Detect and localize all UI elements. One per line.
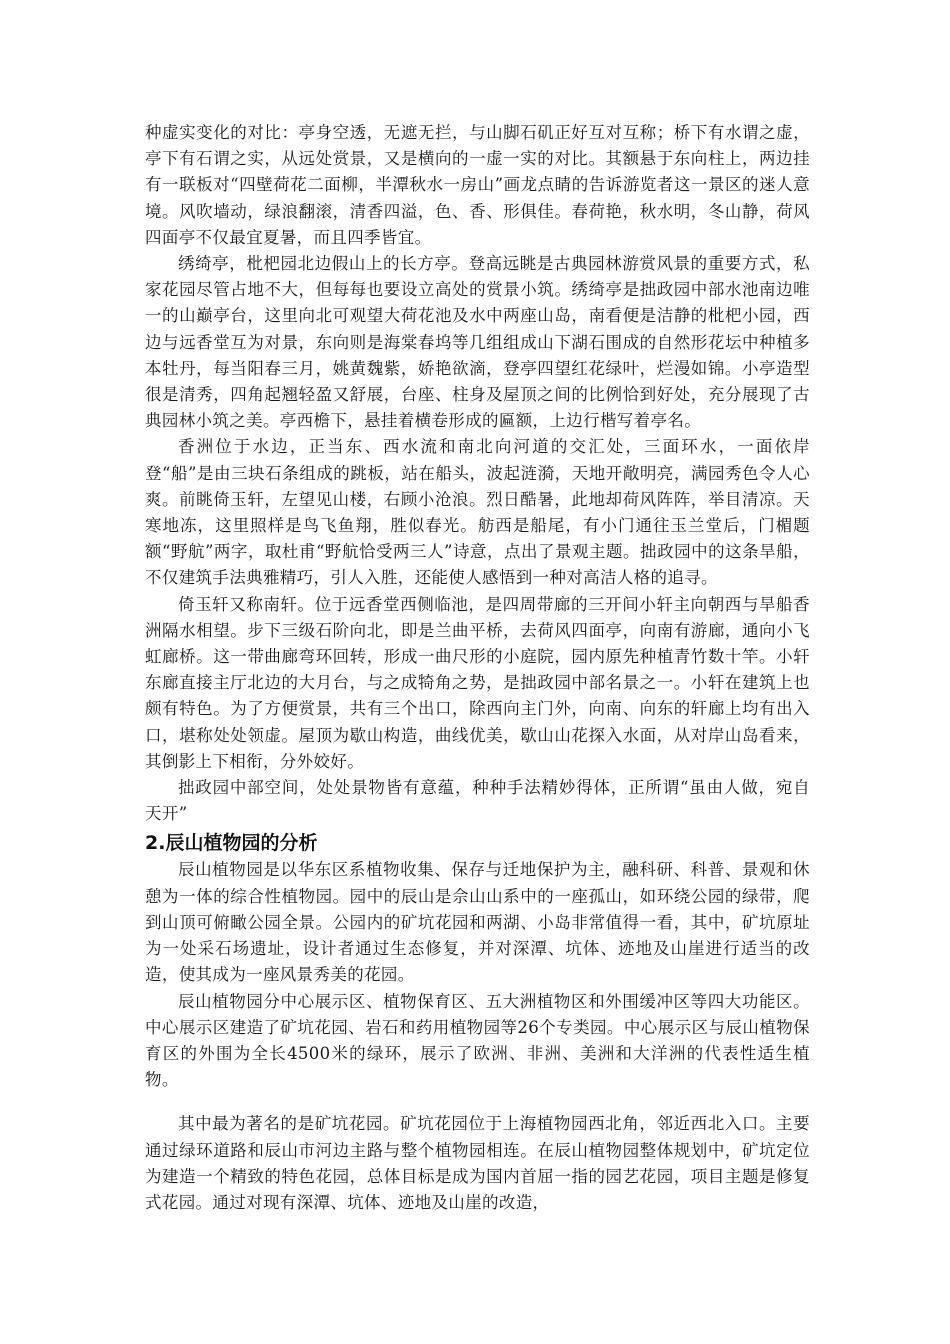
paragraph-xiuqi-pavilion: 绣绮亭，枇杷园北边假山上的长方亭。登高远眺是古典园林游赏风景的重要方式，私家花园尽管占地不大，但每每也要设立高处的赏景小筑。绣绮亭是拙政园中部水池南边唯一的山巅亭台，这里向北可观望大荷花池及水中两座山岛，南看便是洁静的枇杷小园，西边与远香堂互为对景，东向则是海棠春坞等几组组成山下湖石围成的自然形花坛中种植多本牡丹，每当阳春三月，姚黄魏紫，娇艳欲滴，登亭四望红花绿叶，烂漫如锦。小亭造型很是清秀，四角起翘轻盈又舒展，台座、柱身及屋顶之间的比例恰到好处，充分展现了古典园林小筑之美。亭西檐下，悬挂着横卷形成的匾额，上边行楷写着亭名。 bbox=[145, 254, 810, 431]
paragraph-chenshan-intro: 辰山植物园是以华东区系植物收集、保存与迁地保护为主，融科研、科普、景观和休憩为一体的综合性植物园。园中的辰山是佘山山系中的一座孤山，如环绕公园的绿带，爬到山顶可俯瞰公园全景。公园内的矿坑花园和两湖、小岛非常值得一看，其中，矿坑原址为一处采石场遗址，设计者通过生态修复，并对深潭、坑体、迹地及山崖进行适当的改造，使其成为一座风景秀美的花园。 bbox=[145, 860, 810, 985]
paragraph-xiangzhou: 香洲位于水边，正当东、西水流和南北向河道的交汇处，三面环水，一面依岸登“船”是由三块石条组成的跳板，站在船头，波起涟漪，天地开敞明亮，满园秀色令人心爽。前眺倚玉轩，左望见山楼，右顾小沧浪。烈日酷暑，此地却荷风阵阵，举目清凉。天寒地冻，这里照样是鸟飞鱼翔，胜似春光。舫西是船尾，有小门通往玉兰堂后，门楣题额“野航”两字，取杜甫“野航恰受两三人”诗意，点出了景观主题。拙政园中的这条旱船，不仅建筑手法典雅精巧，引人入胜，还能使人感悟到一种对高洁人格的追寻。 bbox=[145, 437, 810, 588]
paragraph-yiyu-pavilion: 倚玉轩又称南轩。位于远香堂西侧临池，是四周带廊的三开间小轩主向朝西与旱船香洲隔水相望。步下三级石阶向北，即是兰曲平桥，去荷风四面亭，向南有游廊，通向小飞虹廊桥。这一带曲廊弯环回转，形成一曲尺形的小庭院，园内原先种植青竹数十竿。小轩东廊直接主厅北边的大月台，与之成犄角之势，是拙政园中部名景之一。小轩在建筑上也颇有特色。为了方便赏景，共有三个出口，除西向主门外，向南、向东的轩廊上均有出入口，堪称处处领虚。屋顶为歇山构造，曲线优美，歇山山花探入水面，从对岸山岛看来，其倒影上下相衔，分外姣好。 bbox=[145, 594, 810, 771]
paragraph-chenshan-zones: 辰山植物园分中心展示区、植物保育区、五大洲植物区和外围缓冲区等四大功能区。中心展示区建造了矿坑花园、岩石和药用植物园等26个专类园。中心展示区与辰山植物保育区的外围为全长4500米的绿环，展示了欧洲、非洲、美洲和大洋洲的代表性适生植物。 bbox=[145, 991, 810, 1090]
paragraph-quarry-garden: 其中最为著名的是矿坑花园。矿坑花园位于上海植物园西北角，邻近西北入口。主要通过绿环道路和辰山市河边主路与整个植物园相连。在辰山植物园整体规划中，矿坑定位为建造一个精致的特色花园，总体目标是成为国内首屈一指的园艺花园，项目主题是修复式花园。通过对现有深潭、坑体、迹地及山崖的改造， bbox=[145, 1114, 810, 1212]
paragraph-lotus-pavilion: 种虚实变化的对比：亭身空透，无遮无拦，与山脚石矶正好互对互称；桥下有水谓之虚，亭下有石谓之实，从远处赏景，又是横向的一虚一实的对比。其额悬于东向柱上，两边挂有一联板对“四壁荷花二面柳，半潭秋水一房山”画龙点睛的告诉游览者这一景区的迷人意境。风吹墙动，绿浪翻滚，清香四溢，色、香、形俱佳。春荷艳，秋水明，冬山静，荷风四面亭不仅最宜夏暑，而且四季皆宜。 bbox=[145, 123, 810, 247]
document-page bbox=[145, 120, 810, 1216]
section-heading: 2.辰山植物园的分析 bbox=[145, 832, 318, 855]
paragraph-zhuozheng-summary: 拙政园中部空间，处处景物皆有意蕴，种种手法精妙得体，正所谓“虽由人做，宛自天开” bbox=[145, 778, 810, 824]
